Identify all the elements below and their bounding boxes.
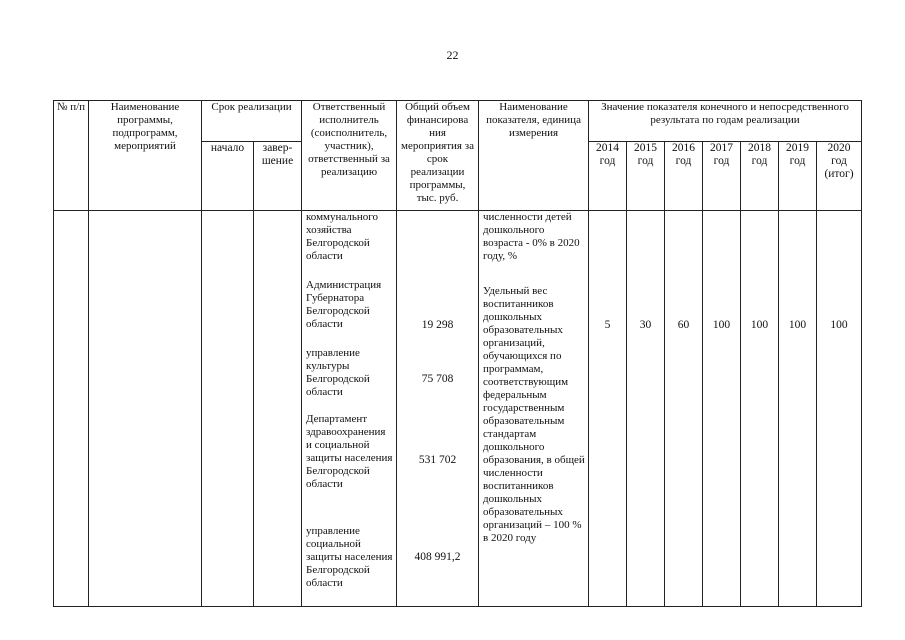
header-year-2018: 2018 год: [741, 142, 779, 211]
header-year-2017: 2017 год: [703, 142, 741, 211]
header-values: Значение показателя конечного и непосредственного результата по годам реализации: [589, 101, 862, 142]
indicator-item: Удельный вес воспитанников дошкольных образовательных организаций, обучающихся по программам, соответствующим федеральным государственным образовательным стандартам дошкольного образования, в общей численности воспитанников дошкольных образовательных организаций – 100 % в 2020 году: [483, 285, 585, 544]
cell-start: [202, 211, 254, 607]
finance-value: 531 702: [418, 454, 457, 466]
executor-item: управление социальной защиты населения Белгородской области: [306, 525, 393, 589]
cell-finance: [397, 211, 479, 607]
cell-value-2018: [741, 211, 779, 607]
finance-value: 75 708: [421, 373, 454, 385]
cell-value-2020: [817, 211, 862, 607]
cell-value-2016: [665, 211, 703, 607]
executor-item: Администрация Губернатора Белгородской области: [306, 279, 382, 330]
header-year-2020: 2020 год (итог): [817, 142, 862, 211]
indicator-item: численности детей дошкольного возраста - 0% в 2020 году, %: [483, 211, 580, 262]
cell-value-2015: [627, 211, 665, 607]
program-table: [53, 100, 862, 607]
value-2017: 100: [712, 319, 731, 331]
header-year-2019: 2019 год: [779, 142, 817, 211]
cell-value-2014: [589, 211, 627, 607]
executor-item: коммунального хозяйства Белгородской области: [306, 211, 379, 262]
header-finance: Общий объем финансирова ния мероприятия за срок реализации программы, тыс. руб.: [397, 101, 479, 211]
cell-executors: [302, 211, 397, 607]
header-executor: Ответственный исполнитель (соисполнитель, участник), ответственный за реализацию: [302, 101, 397, 211]
value-2020: 100: [830, 319, 848, 331]
header-period: Срок реализации: [202, 101, 302, 142]
header-indicator: Наименование показателя, единица измерения: [479, 101, 589, 211]
header-number: № п/п: [54, 101, 89, 211]
cell-value-2019: [779, 211, 817, 607]
finance-value: 408 991,2: [414, 551, 461, 563]
value-2018: 100: [750, 319, 769, 331]
value-2014: 5: [604, 319, 611, 331]
finance-value: 19 298: [421, 319, 454, 331]
header-year-2015: 2015 год: [627, 142, 665, 211]
page-number: 22: [446, 48, 459, 62]
header-year-2014: 2014 год: [589, 142, 627, 211]
program-table-frame: [53, 100, 862, 607]
cell-value-2017: [703, 211, 741, 607]
cell-number: [54, 211, 89, 607]
cell-indicator: [479, 211, 589, 607]
header-end: завер-шение: [254, 142, 302, 211]
header-year-2016: 2016 год: [665, 142, 703, 211]
header-row-1: [54, 101, 862, 142]
value-2016: 60: [677, 319, 690, 331]
cell-end: [254, 211, 302, 607]
value-2015: 30: [639, 319, 652, 331]
header-start: начало: [202, 142, 254, 211]
executor-item: Департамент здравоохранения и социальной защиты населения Белгородской области: [306, 413, 393, 490]
value-2019: 100: [788, 319, 807, 331]
header-program-name: Наименование программы, подпрограмм, мероприятий: [89, 101, 202, 211]
cell-program-name: [89, 211, 202, 607]
executor-item: управление культуры Белгородской области: [306, 347, 370, 398]
table-row: [54, 211, 862, 607]
